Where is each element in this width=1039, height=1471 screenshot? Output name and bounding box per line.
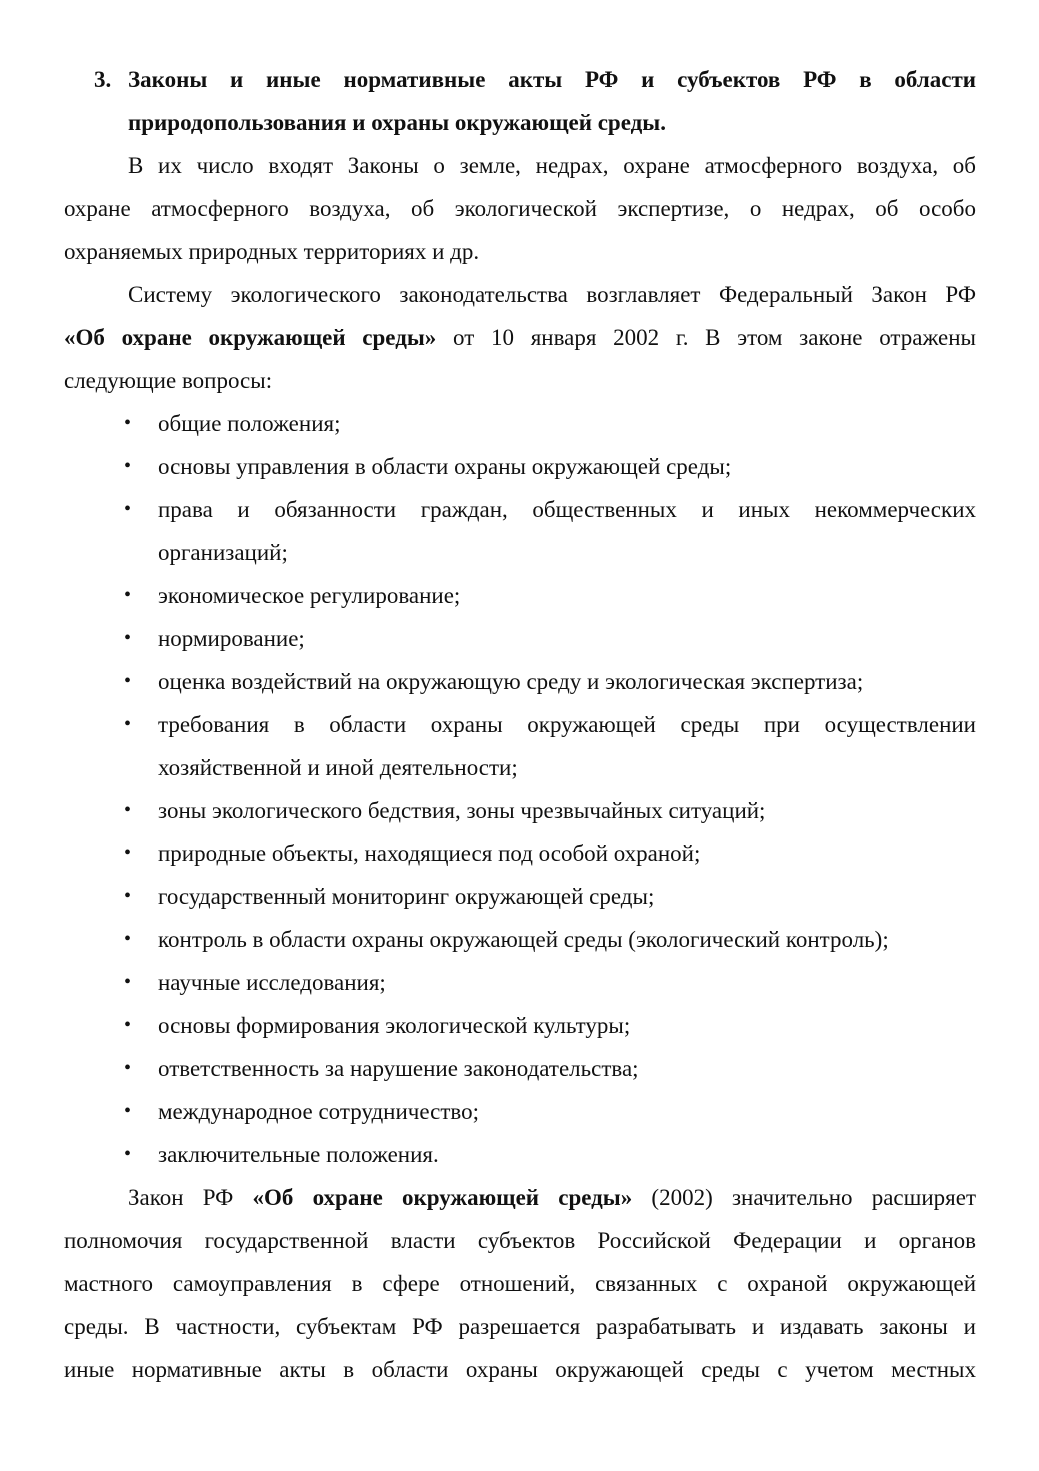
bullet-icon: • (124, 713, 132, 735)
paragraph-3-line-5: иные нормативные акты в области охраны окружающей среды с учетом местных (64, 1357, 976, 1382)
list-item-text: зоны экологического бедствия, зоны чрезвычайных ситуаций; (158, 798, 766, 823)
list-item (64, 918, 976, 961)
law-title-bold: «Об охране окружающей среды» (64, 325, 437, 350)
list-item (64, 703, 976, 789)
list-item-text: экономическое регулирование; (158, 583, 461, 608)
paragraph-2-line-1: Систему экологического законодательства возглавляет Федеральный Закон РФ (128, 282, 976, 307)
section-heading-continued (64, 101, 976, 144)
list-item (64, 1090, 976, 1133)
list-item (64, 961, 976, 1004)
list-item (64, 445, 976, 488)
list-item-text-line-2: организаций; (158, 540, 288, 565)
list-item-text-line-2: хозяйственной и иной деятельности; (158, 755, 518, 780)
list-item (64, 832, 976, 875)
paragraph-2-line-3: следующие вопросы: (64, 368, 273, 393)
list-item-text-line-1: требования в области охраны окружающей среды при осуществлении (158, 712, 976, 737)
list-item-text: нормирование; (158, 626, 305, 651)
list-item (64, 789, 976, 832)
bullet-icon: • (124, 627, 132, 649)
list-item-text: природные объекты, находящиеся под особой охраной; (158, 841, 701, 866)
paragraph-3-line-1 (64, 1176, 976, 1219)
heading-line-2: природопользования и охраны окружающей среды. (128, 110, 666, 135)
bullet-icon: • (124, 971, 132, 993)
bullet-icon: • (124, 1143, 132, 1165)
bullet-icon: • (124, 842, 132, 864)
heading-line-1: Законы и иные нормативные акты РФ и субъектов РФ в области (128, 67, 976, 92)
bullet-icon: • (124, 455, 132, 477)
list-item-text-line-1: права и обязанности граждан, общественных и иных некоммерческих (158, 497, 976, 522)
bullet-icon: • (124, 584, 132, 606)
paragraph-2-line-2 (64, 316, 976, 359)
bullet-icon: • (124, 670, 132, 692)
paragraph-3-line-3: мастного самоуправления в сфере отношений, связанных с охраной окружающей (64, 1271, 976, 1296)
section-number: 3. (94, 67, 112, 92)
list-item-text: основы формирования экологической культуры; (158, 1013, 631, 1038)
list-item (64, 1047, 976, 1090)
list-item (64, 574, 976, 617)
list-item (64, 402, 976, 445)
law-title-bold: «Об охране окружающей среды» (252, 1185, 633, 1210)
list-item-text: общие положения; (158, 411, 341, 436)
list-item (64, 1133, 976, 1176)
list-item-text: контроль в области охраны окружающей среды (экологический контроль); (158, 927, 889, 952)
paragraph-3-line-2: полномочия государственной власти субъектов Российской Федерации и органов (64, 1228, 976, 1253)
bullet-icon: • (124, 1057, 132, 1079)
list-item (64, 875, 976, 918)
bullet-icon: • (124, 1014, 132, 1036)
bullet-icon: • (124, 412, 132, 434)
section-heading (64, 58, 976, 101)
bullet-icon: • (124, 799, 132, 821)
bullet-icon: • (124, 1100, 132, 1122)
list-item-text: основы управления в области охраны окружающей среды; (158, 454, 732, 479)
list-item (64, 660, 976, 703)
list-item-text: ответственность за нарушение законодательства; (158, 1056, 639, 1081)
paragraph-3-line-4: среды. В частности, субъектам РФ разрешается разрабатывать и издавать законы и (64, 1314, 976, 1339)
list-item (64, 617, 976, 660)
paragraph-3-line-1-start: Закон РФ (128, 1185, 253, 1210)
paragraph-3-line-1-rest: (2002) значительно расширяет (632, 1185, 976, 1210)
bullet-icon: • (124, 885, 132, 907)
paragraph-1-line-3: охраняемых природных территориях и др. (64, 239, 480, 264)
paragraph-1-line-1: В их число входят Законы о земле, недрах, охране атмосферного воздуха, об (128, 153, 976, 178)
list-item-text: международное сотрудничество; (158, 1099, 479, 1124)
list-item-text: научные исследования; (158, 970, 386, 995)
law-topics-list (64, 402, 976, 1176)
list-item (64, 488, 976, 574)
bullet-icon: • (124, 928, 132, 950)
paragraph-2-line-2-rest: от 10 января 2002 г. В этом законе отражены (436, 325, 976, 350)
list-item (64, 1004, 976, 1047)
bullet-icon: • (124, 498, 132, 520)
list-item-text: государственный мониторинг окружающей среды; (158, 884, 655, 909)
list-item-text: оценка воздействий на окружающую среду и экологическая экспертиза; (158, 669, 864, 694)
document-page (64, 58, 976, 1391)
list-item-text: заключительные положения. (158, 1142, 439, 1167)
paragraph-1-line-2: охране атмосферного воздуха, об экологической экспертизе, о недрах, об особо (64, 196, 976, 221)
